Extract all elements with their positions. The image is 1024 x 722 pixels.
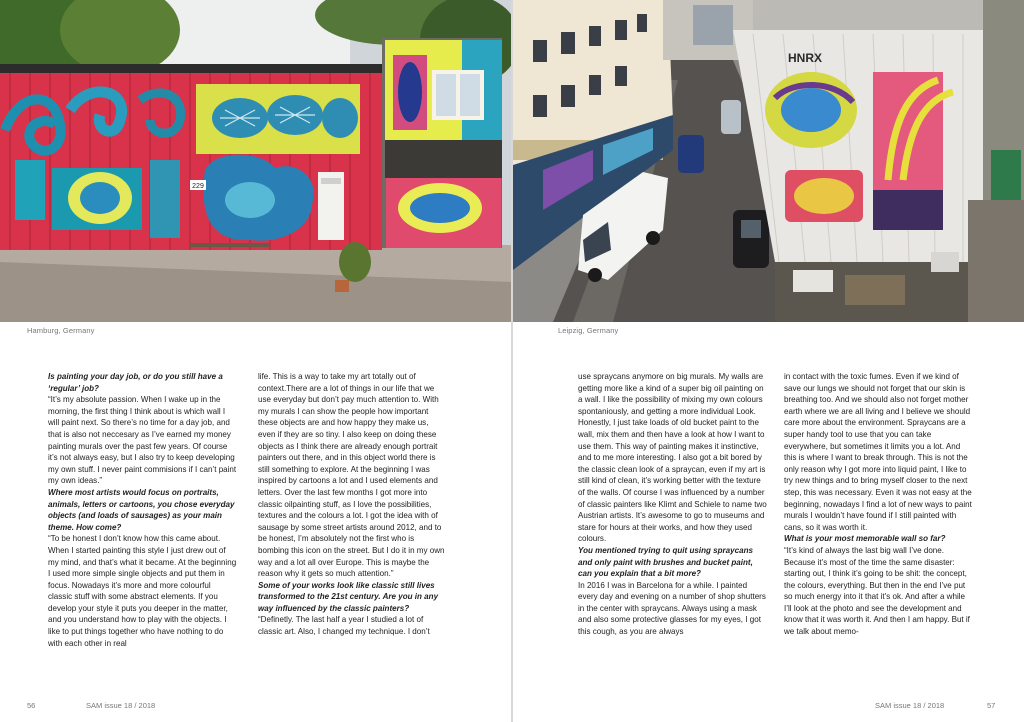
interview-question: Where most artists would focus on portraits, animals, letters or cartoons, you chose everyday objects (and loads of sausages) as your main theme. How come? (48, 487, 235, 532)
photo-caption: Leipzig, Germany (558, 326, 619, 335)
issue-label: SAM issue 18 / 2018 (86, 701, 156, 710)
hamburg-mural-photo (0, 0, 511, 322)
issue-label: SAM issue 18 / 2018 (875, 701, 945, 710)
interview-question: Some of your works look like classic still lives transformed to the 21st century. Are you in any way influenced by the classic painters? (258, 580, 439, 613)
interview-question: You mentioned trying to quit using spraycans and only paint with brushes and bucket paint, can you explain that a bit more? (578, 545, 753, 579)
interview-answer: use spraycans anymore on big murals. My walls are getting more like a kind of a super big oil painting on a wall. I like the possibility of mixing my own colours spontaniously, and getting a more individual Look. Honestly, I just take loads of old bucket paint to the wall, mix them and then have a look at how I want to use them. This way of painting makes it instinctive, and to me more interesting. I also got a bit bored by the classic clean look of a spraycan, even if my art is still kind of clean, it’s working better with the texture of the walls. Of course I was influenced by a number of classic painters like Klimt and Schiele to name two Austrian artists. It’s awesome to go to museums and stare for hours at their works, and how they used colours. (578, 372, 767, 544)
text-column-1 (48, 371, 237, 649)
interview-answer: life. This is a way to take my art totally out of context.There are a lot of things in our life that we use everyday but don’t pay much attention to. With my murals I can show the people how important these objects are and how happy they make us, even if they are so tiny. I also keep on doing these objects as I think there are already enough portrait painters out there, and in this object world there is still something to explore. At the beginning I was inspired by cartoons a lot and I used elements and letters. Over the last few months I got more into classic oilpainting stuff, as I love the possibilities, textures and the colours a lot. I got the idea with of sausage by some street artists around 2012, and to be honest, I’m absolutely not the first who is bombing this icon on the street. But I do it in my own way and a lot all over Europe. This is maybe the reason why it gets so much attention.” (258, 372, 445, 579)
page-number: 57 (987, 701, 996, 710)
interview-answer: in contact with the toxic fumes. Even if we kind of save our lungs we should not forget that our skin is breathing too. And we should also not forget mother earth where we are all living and I believe we should care more about the environment. Spraycans are a super handy tool to use that you can take everywhere, but sometimes it limits you a lot. And this is where I want to break through. This is not the only reason why I got more into liquid paint, I like to try new things and to bring myself closer to the next step, this was necessary. Even it was not easy at the beginning, nowadays I find a lot of new ways to paint murals I wouldn’t have found if I still painted with cans, so it was worth it. (784, 372, 972, 532)
page-number: 56 (27, 701, 36, 710)
interview-answer: “It’s my absolute passion. When I wake up in the morning, the first thing I think about is which wall I will paint next. So there’s no time for a day job, and that is also not neccesary as I’ve earned my money painting murals over the past few years. Of course it’s not always easy, but I also try to keep developing my own stuff. I never paint commisions if I can’t paint my own ideas.” (48, 395, 237, 486)
mural-tag: HNRX (788, 51, 823, 65)
left-page (0, 0, 511, 722)
interview-answer: “To be honest I don’t know how this came about. When I started painting this style I just drew out of my mind, and that’s what it became. At the beginning I used more simple single objects and put them in focus. Nowadays it’s more and more colourful classic stuff with some abstract elements. If you develop your style it puts you deeper in the matter, and you understand how to play with the objects. I like to put things together who have nothing to do with each other in real (48, 534, 237, 648)
house-number: 229 (192, 183, 204, 190)
text-column-2 (258, 371, 447, 638)
right-page (513, 0, 1024, 722)
text-column-2 (784, 371, 973, 638)
interview-question: What is your most memorable wall so far? (784, 534, 946, 544)
interview-answer: “Definetly. The last half a year I studied a lot of classic art. Also, I changed my technique. I don’t (258, 615, 430, 637)
interview-answer: “It’s kind of always the last big wall I’ve done. Because it’s most of the time the same disaster: starting out, I think it’s going to be shit: the concept, the colours, everything. But then in the end I’ve put so much energy into it that it’s ok. And after a while I’ll look at the photo and see the development and know that it was worth it. And then I am happy. But if we talk about memo- (784, 545, 970, 637)
interview-question: Is painting your day job, or do you still have a ‘regular’ job? (48, 372, 223, 393)
interview-answer: In 2016 I was in Barcelona for a while. I painted every day and evening on a number of shop shutters in the center with spraycans. Always using a mask and also some protective glasses for my eyes, I got this cough, as you are always (578, 580, 766, 637)
photo-caption: Hamburg, Germany (27, 326, 95, 335)
leipzig-mural-photo (513, 0, 1024, 322)
text-column-1 (578, 371, 767, 638)
